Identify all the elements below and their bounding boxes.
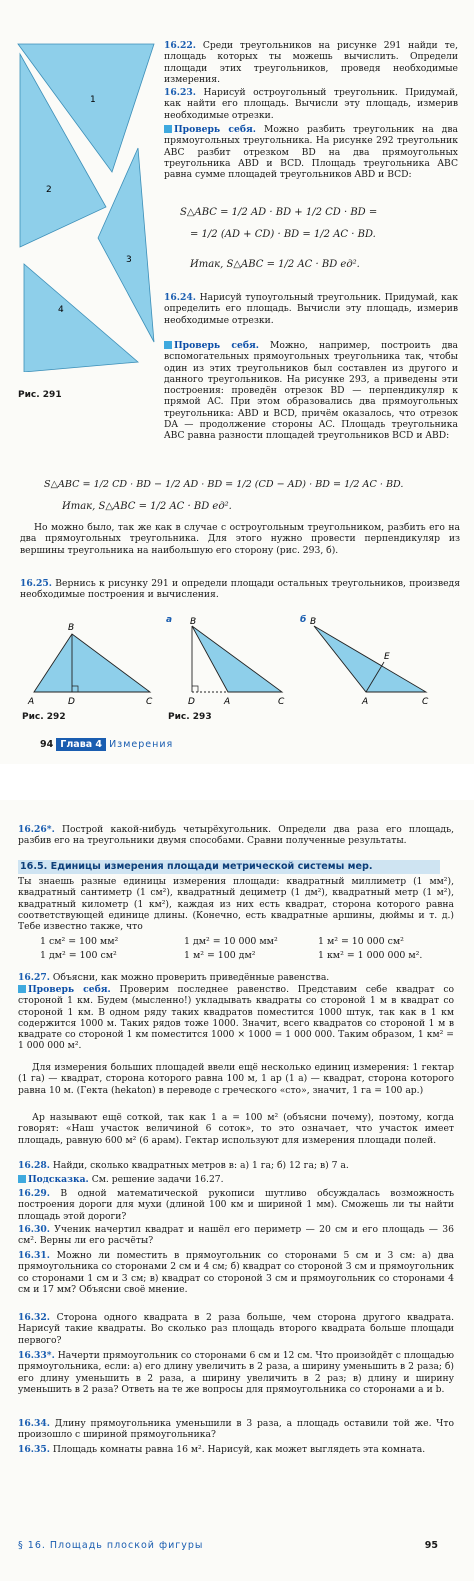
problem-16-35 bbox=[18, 1444, 454, 1455]
vertex-b: B bbox=[190, 617, 197, 627]
subfigure-label-b: б bbox=[300, 615, 307, 625]
problem-text: Нарисуй остроугольный треугольник. Придумай, как найти его площадь. Вычисли эту площадь, измерив необходимые отрезки. bbox=[164, 87, 459, 121]
page-number: 95 bbox=[424, 1540, 438, 1551]
problem-number: 16.31. bbox=[18, 1250, 50, 1261]
vertex-a: A bbox=[362, 697, 369, 707]
triangle-label-3: 3 bbox=[126, 255, 132, 265]
chapter-label: Глава 4 bbox=[56, 738, 106, 751]
formula-obtuse: S△ABC = 1/2 CD · BD − 1/2 AD · BD = 1/2 (CD − AD) · BD = 1/2 AC · BD. bbox=[44, 479, 404, 490]
problem-number: 16.26*. bbox=[18, 824, 55, 835]
problem-number: 16.30. bbox=[18, 1224, 50, 1235]
problem-number: 16.32. bbox=[18, 1312, 50, 1323]
point-d: D bbox=[188, 697, 195, 707]
problem-text: Нарисуй тупоугольный треугольник. Придумай, как определить его площадь. Вычисли эту площадь, измерив необходимые отрезки. bbox=[164, 292, 458, 326]
triangle-abc bbox=[34, 634, 150, 692]
conclusion-acute: Итак, S△ABC = 1/2 AC · BD ед². bbox=[190, 259, 360, 270]
paragraph-text: Для измерения больших площадей ввели ещё несколько единиц измерения: 1 гектар (1 га) — квадрат, сторона которого равна 100 м, 1 ар (1 а) — квадрат, сторона которого равна 10 м. (Гекта (hekaton) в переводе с греческого «сто», значит, 1 га = 100 ар.) bbox=[18, 1062, 454, 1096]
unit-equalities bbox=[18, 936, 454, 966]
figure-292 bbox=[22, 620, 162, 708]
figure-293a bbox=[164, 612, 294, 708]
problem-text: Найди, сколько квадратных метров в: а) 1 га; б) 12 га; в) 7 а. bbox=[52, 1160, 349, 1171]
paragraph-alternative bbox=[20, 522, 460, 556]
unit-eq-1: 1 см² = 100 мм² bbox=[40, 936, 119, 947]
problem-text: Объясни, как можно проверить приведённые равенства. bbox=[52, 972, 330, 983]
formula-acute-line-1: S△ABC = 1/2 AD · BD + 1/2 CD · BD = bbox=[180, 207, 378, 218]
check-label: Проверь себя. bbox=[174, 124, 256, 135]
page-footer bbox=[40, 738, 460, 751]
problem-text: Можно ли поместить в прямоугольник со сторонами 5 см и 3 см: а) два прямоугольника со сторонами 2 см и 4 см; б) квадрат со стороной 3 см и прямоугольник со сторонами 1 см и 3 см; в) квадрат со стороной 3 см и прямоугольник со сторонами 4 см и 17 мм? Объясни своё мнение. bbox=[18, 1250, 454, 1295]
textbook-page-94 bbox=[0, 0, 474, 764]
subfigure-label-a: а bbox=[166, 615, 173, 625]
triangle-3 bbox=[98, 148, 154, 342]
intro-paragraph bbox=[18, 876, 454, 932]
triangle-abc-obtuse bbox=[192, 626, 282, 692]
problem-text: Длину прямоугольника уменьшили в 3 раза, а площадь оставили той же. Что произошло с шириной прямоугольника? bbox=[18, 1418, 455, 1441]
problem-16-28 bbox=[18, 1160, 454, 1171]
textbook-page-95 bbox=[0, 800, 474, 1581]
triangle-abc-obtuse bbox=[314, 626, 426, 692]
hint-text: См. решение задачи 16.27. bbox=[91, 1174, 224, 1185]
problem-16-30 bbox=[18, 1224, 454, 1247]
figure-293b bbox=[300, 612, 460, 708]
conclusion-obtuse: Итак, S△ABC = 1/2 AC · BD ед². bbox=[62, 501, 232, 512]
problem-16-24 bbox=[164, 292, 458, 326]
hint-16-28 bbox=[18, 1174, 454, 1185]
chapter-title: Измерения bbox=[109, 739, 174, 750]
problem-16-33 bbox=[18, 1350, 454, 1395]
problem-number: 16.27. bbox=[18, 972, 50, 983]
vertex-a: A bbox=[224, 697, 231, 707]
problem-text: Площадь комнаты равна 16 м². Нарисуй, как может выглядеть эта комната. bbox=[52, 1444, 426, 1455]
unit-eq-3: 1 м² = 10 000 см² bbox=[318, 936, 404, 947]
paragraph-text: Но можно было, так же как в случае с остроугольным треугольником, разбить его на два прямоугольных треугольника. Для этого нужно провести перпендикуляр из вершины треугольника на наибольшую его сторону (рис. 293, б). bbox=[20, 522, 460, 556]
hint-marker bbox=[18, 985, 26, 993]
vertex-c: C bbox=[146, 697, 153, 707]
problem-text: Среди треугольников на рисунке 291 найди те, площадь которых ты можешь вычислить. Определи площади этих треугольников, проведя необходимые измерения. bbox=[164, 40, 459, 85]
problem-number: 16.29. bbox=[18, 1188, 50, 1199]
figure-291 bbox=[16, 42, 156, 372]
problem-text: Вернись к рисунку 291 и определи площади остальных треугольников, произведя необходимые построения и вычисления. bbox=[20, 578, 461, 601]
page-gap bbox=[0, 764, 474, 800]
triangle-label-2: 2 bbox=[46, 185, 52, 195]
problem-number: 16.22. bbox=[164, 40, 196, 51]
hint-marker bbox=[164, 125, 172, 133]
problem-16-34 bbox=[18, 1418, 454, 1441]
unit-eq-4: 1 дм² = 100 см² bbox=[40, 950, 117, 961]
problem-16-27 bbox=[18, 972, 454, 983]
vertex-b: B bbox=[68, 623, 75, 633]
check-yourself-2 bbox=[164, 340, 458, 442]
problem-number: 16.28. bbox=[18, 1160, 50, 1171]
vertex-b: B bbox=[310, 617, 317, 627]
vertex-c: C bbox=[422, 697, 429, 707]
paragraph-text: Ты знаешь разные единицы измерения площади: квадратный миллиметр (1 мм²), квадратный сантиметр (1 см²), квадратный дециметр (1 дм²), квадратный метр (1 м²), квадратный километр (1 км²), каждая из них есть квадрат, сторона которого равна соответствующей единице длины. (Конечно, есть квадратные аршины, дюймы и т. д.) Тебе известно также, что bbox=[18, 876, 454, 933]
formula-acute-line-2: = 1/2 (AD + CD) · BD = 1/2 AC · BD. bbox=[190, 229, 376, 240]
check-label: Проверь себя. bbox=[28, 984, 111, 995]
problem-16-23 bbox=[164, 87, 458, 121]
hint-label: Подсказка. bbox=[28, 1174, 89, 1185]
problem-number: 16.25. bbox=[20, 578, 52, 589]
problem-16-26 bbox=[18, 824, 454, 847]
problem-16-29 bbox=[18, 1188, 454, 1222]
section-heading: 16.5. Единицы измерения площади метрической системы мер. bbox=[18, 860, 440, 874]
problem-number: 16.24. bbox=[164, 292, 196, 303]
figure-292-caption: Рис. 292 bbox=[22, 712, 66, 722]
hint-marker bbox=[18, 1175, 26, 1183]
problem-text: Построй какой-нибудь четырёхугольник. Определи два раза его площадь, разбив его на треугольники двумя способами. Сравни полученные результаты. bbox=[18, 824, 455, 847]
check-yourself-1 bbox=[164, 124, 458, 180]
problem-text: В одной математической рукописи шутливо обсуждалась возможность построения дороги для мухи (длиной 100 км и шириной 1 мм). Сможешь ли ты найти площадь этой дороги? bbox=[18, 1188, 454, 1222]
paragraph-text: Ар называют ещё соткой, так как 1 а = 100 м² (объясни почему), поэтому, когда говорят: «Наш участок величиной 6 соток», то это означает, что участок имеет площадь, равную 600 м² (6 арам). Гектар используют для измерения площади полей. bbox=[18, 1112, 454, 1146]
check-text: Можно, например, построить два вспомогательных прямоугольных треугольника так, чтобы один из этих треугольников был составлен из другого и данного треугольников. На рисунке 293, а приведены эти построения: проведён отрезок BD — перпендикуляр к прямой AC. При этом образовались два прямоугольных треугольника: ABD и BCD, причём оказалось, что отрезок DA — продолжение стороны AC. Площадь треугольника ABC равна разности площадей треугольников BCD и ABD: bbox=[164, 340, 458, 442]
problem-number: 16.34. bbox=[18, 1418, 50, 1429]
problem-number: 16.23. bbox=[164, 87, 196, 98]
point-d: D bbox=[68, 697, 75, 707]
problem-number: 16.33*. bbox=[18, 1350, 55, 1361]
check-yourself-3 bbox=[18, 984, 454, 1052]
figure-291-caption: Рис. 291 bbox=[18, 390, 62, 400]
section-title: § 16. Площадь плоской фигуры bbox=[18, 1540, 204, 1551]
problem-number: 16.35. bbox=[18, 1444, 50, 1455]
check-text: Можно разбить треугольник на два прямоугольных треугольника. На рисунке 292 треугольник ABC разбит отрезком BD на два прямоугольных треугольника ABD и BCD. Площадь треугольника ABC равна сумме площадей треугольников ABD и BCD: bbox=[164, 124, 458, 181]
problem-16-31 bbox=[18, 1250, 454, 1295]
page-number: 94 bbox=[40, 739, 54, 750]
paragraph-hectare bbox=[18, 1062, 454, 1096]
problem-16-32 bbox=[18, 1312, 454, 1346]
page-footer bbox=[18, 1540, 438, 1551]
check-text: Проверим последнее равенство. Представим себе квадрат со стороной 1 км. Будем (мысленно!) укладывать квадраты со стороной 1 м в квадрат со стороной 1 км. В одном ряду таких квадратов поместится 1000 штук, так как в 1 км содержится 1000 м. Таких рядов тоже 1000. Значит, всего квадратов со стороной 1 м в квадрате со стороной 1 км поместится 1000 × 1000 = 1 000 000. Таким образом, 1 км² = 1 000 000 м². bbox=[18, 984, 454, 1052]
vertex-c: C bbox=[278, 697, 285, 707]
problem-16-25 bbox=[20, 578, 460, 601]
figure-293-caption: Рис. 293 bbox=[168, 712, 212, 722]
check-label: Проверь себя. bbox=[174, 340, 259, 351]
unit-eq-2: 1 дм² = 10 000 мм² bbox=[184, 936, 278, 947]
problem-text: Начерти прямоугольник со сторонами 6 см и 12 см. Что произойдёт с площадью прямоугольника, если: а) его длину увеличить в 2 раза, а ширину уменьшить в 2 раза; б) его длину уменьшить в 2 раза, а ширину увеличить в 2 раз; в) длину и ширину уменьшить в 2 раза? Ответь на те же вопросы для прямоугольника со сторонами a и b. bbox=[18, 1350, 455, 1395]
problem-16-22 bbox=[164, 40, 458, 85]
paragraph-sotka bbox=[18, 1112, 454, 1146]
right-angle-mark bbox=[192, 686, 198, 692]
triangle-label-1: 1 bbox=[90, 95, 96, 105]
problem-text: Ученик начертил квадрат и нашёл его периметр — 20 см и его площадь — 36 см². Верны ли его расчёты? bbox=[18, 1224, 454, 1247]
unit-eq-5: 1 м² = 100 дм² bbox=[184, 950, 256, 961]
problem-text: Сторона одного квадрата в 2 раза больше, чем сторона другого квадрата. Нарисуй такие квадраты. Во сколько раз площадь второго квадрата больше площади первого? bbox=[18, 1312, 455, 1346]
point-e: E bbox=[384, 652, 390, 662]
unit-eq-6: 1 км² = 1 000 000 м². bbox=[318, 950, 423, 961]
hint-marker bbox=[164, 341, 172, 349]
triangle-label-4: 4 bbox=[58, 305, 64, 315]
vertex-a: A bbox=[28, 697, 35, 707]
